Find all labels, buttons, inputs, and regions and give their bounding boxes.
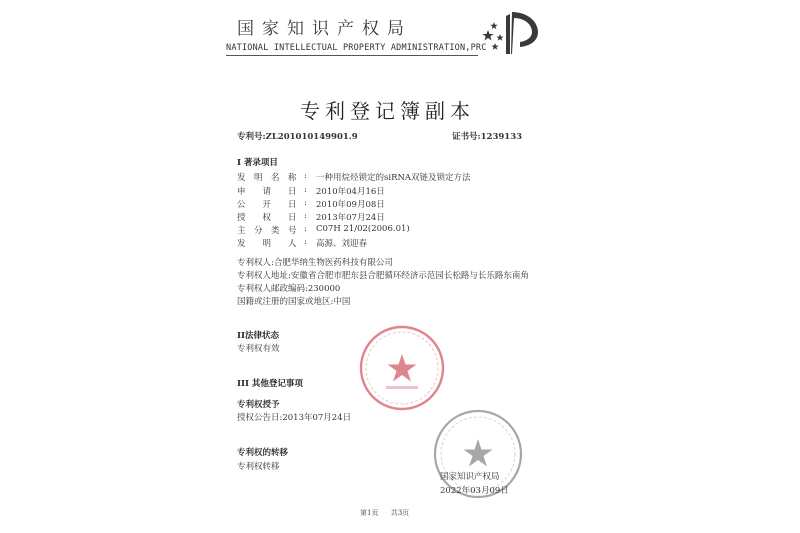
section-bibliographic-heading: I 著录项目 (237, 158, 278, 168)
header-title-en: NATIONAL INTELLECTUAL PROPERTY ADMINISTRATION,PRC (226, 43, 487, 53)
owner-name: 专利权人:合肥华纳生物医药科技有限公司 (237, 258, 393, 268)
grant-announcement-date: 授权公告日:2013年07月24日 (237, 413, 352, 423)
field-colon: : (304, 224, 307, 234)
field-colon: : (304, 198, 307, 208)
transfer-heading: 专利权的转移 (237, 448, 289, 458)
owner-address: 专利权人地址:安徽省合肥市肥东县合肥循环经济示范园长松路与长乐路东南角 (237, 271, 529, 281)
header-divider (226, 55, 478, 56)
section-legal-status-heading: II法律状态 (237, 331, 279, 341)
document-title: 专利登记簿副本 (300, 99, 475, 123)
field-label-inventor: 发 明 人 (237, 239, 297, 249)
section-other-heading: III 其他登记事项 (237, 379, 303, 389)
field-value-grant-date: 2013年07月24日 (316, 213, 385, 223)
owner-nationality: 国籍或注册的国家或地区:中国 (237, 297, 351, 307)
field-value-application-date: 2010年04月16日 (316, 187, 385, 197)
legal-status-value: 专利权有效 (237, 344, 280, 354)
field-value-inventor: 高源、刘迎春 (316, 239, 368, 249)
issue-date: 2022年03月09日 (440, 486, 509, 496)
field-value-publication-date: 2010年09月08日 (316, 200, 385, 210)
page-number: 第1页 (360, 509, 379, 517)
field-label-title: 发 明 名 称 (237, 173, 297, 183)
page-footer (360, 508, 409, 518)
patent-number: 专利号:ZL201010149901.9 (237, 132, 358, 142)
grant-heading: 专利权授予 (237, 400, 280, 410)
transfer-value: 专利权转移 (237, 462, 280, 472)
cnipa-logo-icon (480, 8, 548, 58)
field-colon: : (304, 237, 307, 247)
official-seal-red-icon (358, 324, 446, 412)
field-label-application-date: 申 请 日 (237, 187, 297, 197)
field-value-title: 一种用烷烃锁定的siRNA双链及锁定方法 (316, 173, 471, 183)
certificate-number: 证书号:1239133 (452, 132, 523, 142)
field-label-main-class: 主 分 类 号 (237, 226, 297, 236)
field-value-main-class: C07H 21/02(2006.01) (316, 224, 410, 234)
issuer-name: 国家知识产权局 (440, 472, 500, 482)
field-label-grant-date: 授 权 日 (237, 213, 297, 223)
field-label-publication-date: 公 开 日 (237, 200, 297, 210)
field-colon: : (304, 211, 307, 221)
owner-postal-code: 专利权人邮政编码:230000 (237, 284, 341, 294)
page-total: 共3页 (390, 509, 410, 517)
field-colon: : (304, 185, 307, 195)
header-title-cn: 国家知识产权局 (237, 19, 412, 39)
field-colon: : (304, 171, 307, 181)
